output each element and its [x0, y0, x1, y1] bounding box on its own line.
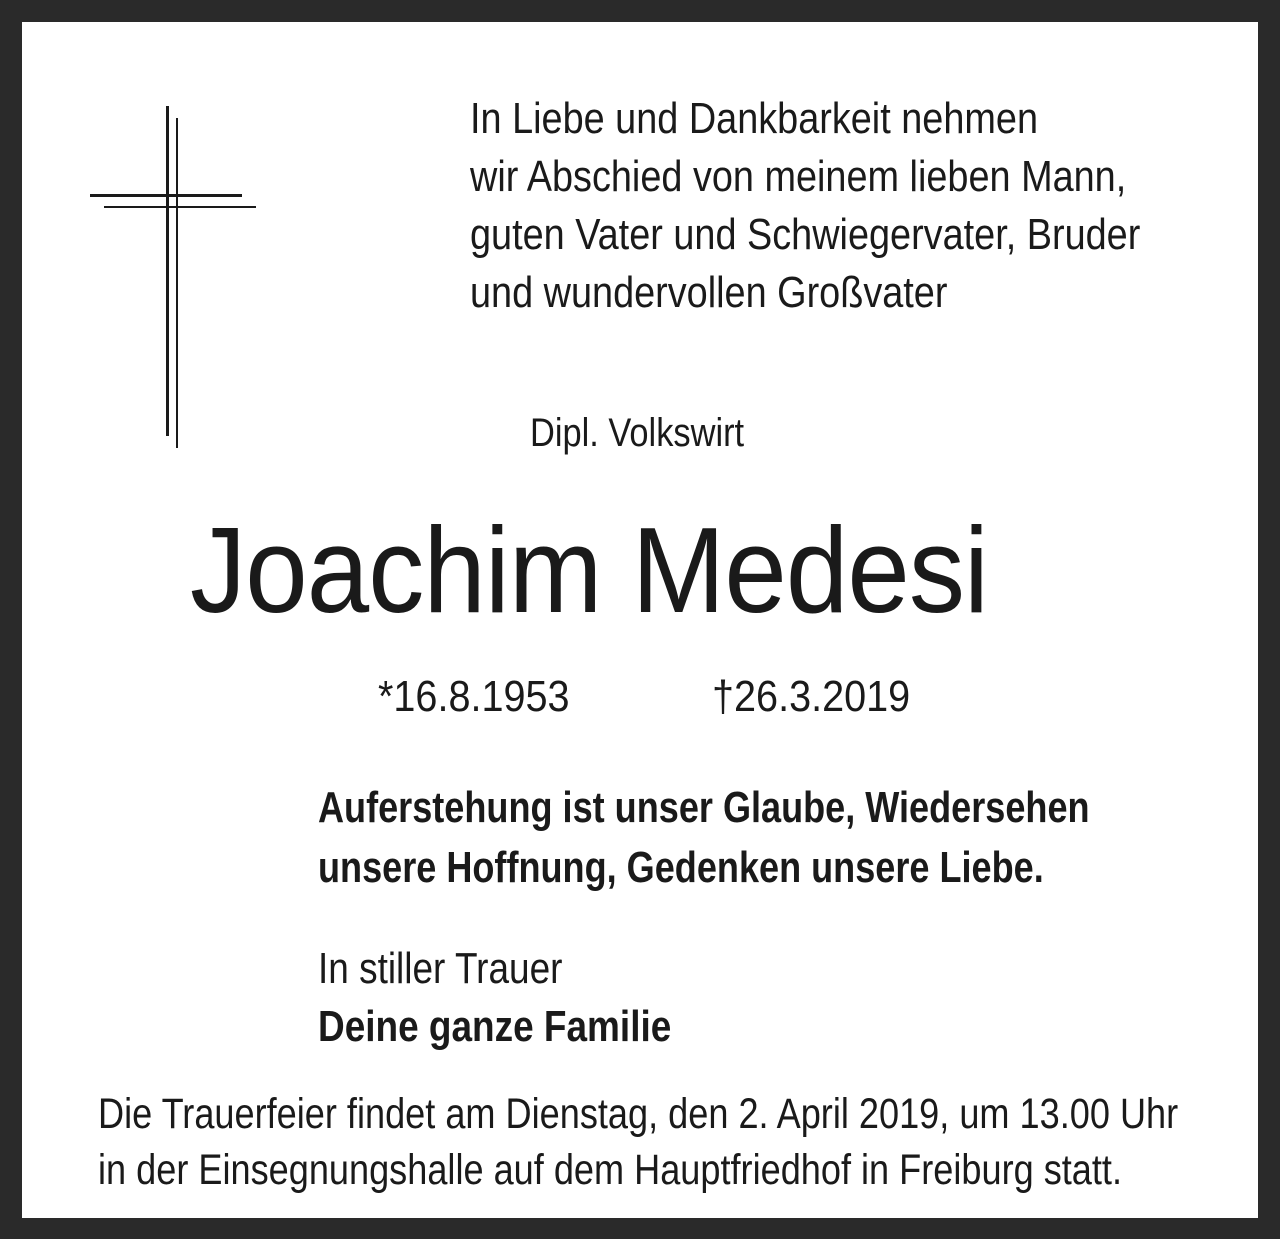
academic-title: Dipl. Volkswirt — [530, 411, 745, 455]
intro-text — [470, 90, 1140, 322]
memorial-quote — [318, 778, 1090, 898]
intro-line: wir Abschied von meinem lieben Mann, — [470, 152, 1127, 201]
mourning-block — [318, 940, 671, 1056]
death-date: †26.3.2019 — [712, 672, 911, 721]
birth-date: *16.8.1953 — [378, 672, 570, 721]
quote-line: unsere Hoffnung, Gedenken unsere Liebe. — [318, 843, 1044, 892]
obituary-notice — [22, 22, 1258, 1218]
family-signature: Deine ganze Familie — [318, 1002, 672, 1051]
cross-icon — [90, 106, 260, 451]
mourning-text: In stiller Trauer — [318, 944, 563, 993]
ceremony-line: in der Einsegnungshalle auf dem Hauptfriedhof in Freiburg statt. — [98, 1146, 1123, 1194]
quote-line: Auferstehung ist unser Glaube, Wiedersehen — [318, 783, 1090, 832]
ceremony-line: Die Trauerfeier findet am Dienstag, den 2. April 2019, um 13.00 Uhr — [98, 1090, 1179, 1138]
intro-line: guten Vater und Schwiegervater, Bruder — [470, 210, 1141, 259]
intro-line: und wundervollen Großvater — [470, 268, 948, 317]
intro-line: In Liebe und Dankbarkeit nehmen — [470, 94, 1038, 143]
deceased-name: Joachim Medesi — [190, 502, 989, 638]
ceremony-info — [98, 1086, 1178, 1198]
